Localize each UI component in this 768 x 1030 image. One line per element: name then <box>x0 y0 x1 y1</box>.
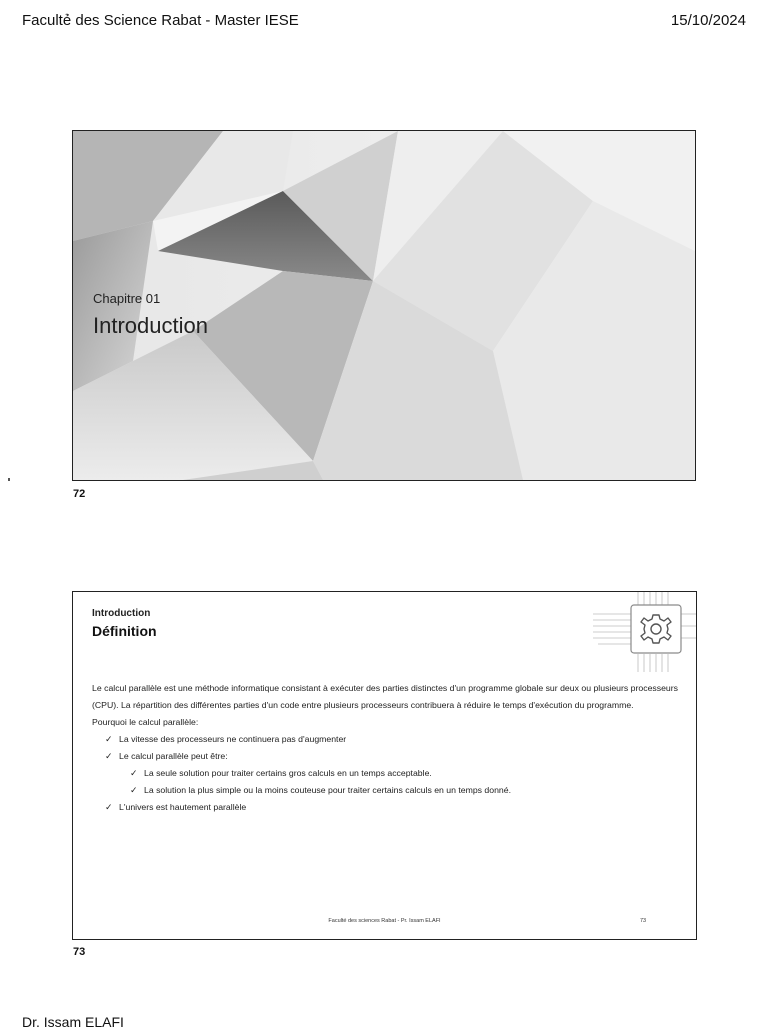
page-footer: Dr. Issam ELAFI <box>22 1014 124 1030</box>
list-item: ✓ Le calcul parallèle peut être: <box>105 748 678 765</box>
question-line: Pourquoi le calcul parallèle: <box>92 717 199 727</box>
list-item: ✓ L'univers est hautement parallèle <box>105 799 678 816</box>
document-header-date: 15/10/2024 <box>670 12 746 29</box>
document-header-title: Facultẻ des Science Rabat - Master IESE <box>22 12 299 29</box>
slide-title: Introduction <box>93 313 208 338</box>
section-label: Introduction <box>92 608 151 619</box>
sub-bullet-list <box>130 765 678 799</box>
slide-number: 73 <box>73 946 86 958</box>
slide-73 <box>72 591 697 940</box>
slide-title: Définition <box>92 623 157 639</box>
slide-number: 72 <box>73 488 86 500</box>
bullet-list <box>105 799 678 816</box>
list-item: ✓ La solution la plus simple ou la moins couteuse pour traiter certains calculs en un temps donné. <box>130 782 678 799</box>
list-item: ✓ La seule solution pour traiter certains gros calculs en un temps acceptable. <box>130 765 678 782</box>
scan-mark <box>8 478 10 481</box>
list-item: ✓ La vitesse des processeurs ne continuera pas d'augmenter <box>105 731 678 748</box>
bullet-list <box>105 731 678 765</box>
chapter-label: Chapitre 01 <box>93 291 161 306</box>
gear-icon <box>593 592 696 672</box>
slide-footer-number: 73 <box>640 918 647 924</box>
slide-72 <box>72 130 696 481</box>
slide-body <box>92 680 678 816</box>
definition-paragraph: Le calcul parallèle est une méthode informatique consistant à exécuter des parties distinctes d'un programme globale sur deux ou plusieurs processeurs (CPU). La répartition des différentes parties d'un code entre plusieurs processeurs contribuera à réduire le temps d'exécution du programme. <box>92 683 678 710</box>
slide-footer: Faculté des sciences Rabat - Pr. Issam ELAFI <box>328 918 441 924</box>
polygon-background <box>73 131 695 480</box>
